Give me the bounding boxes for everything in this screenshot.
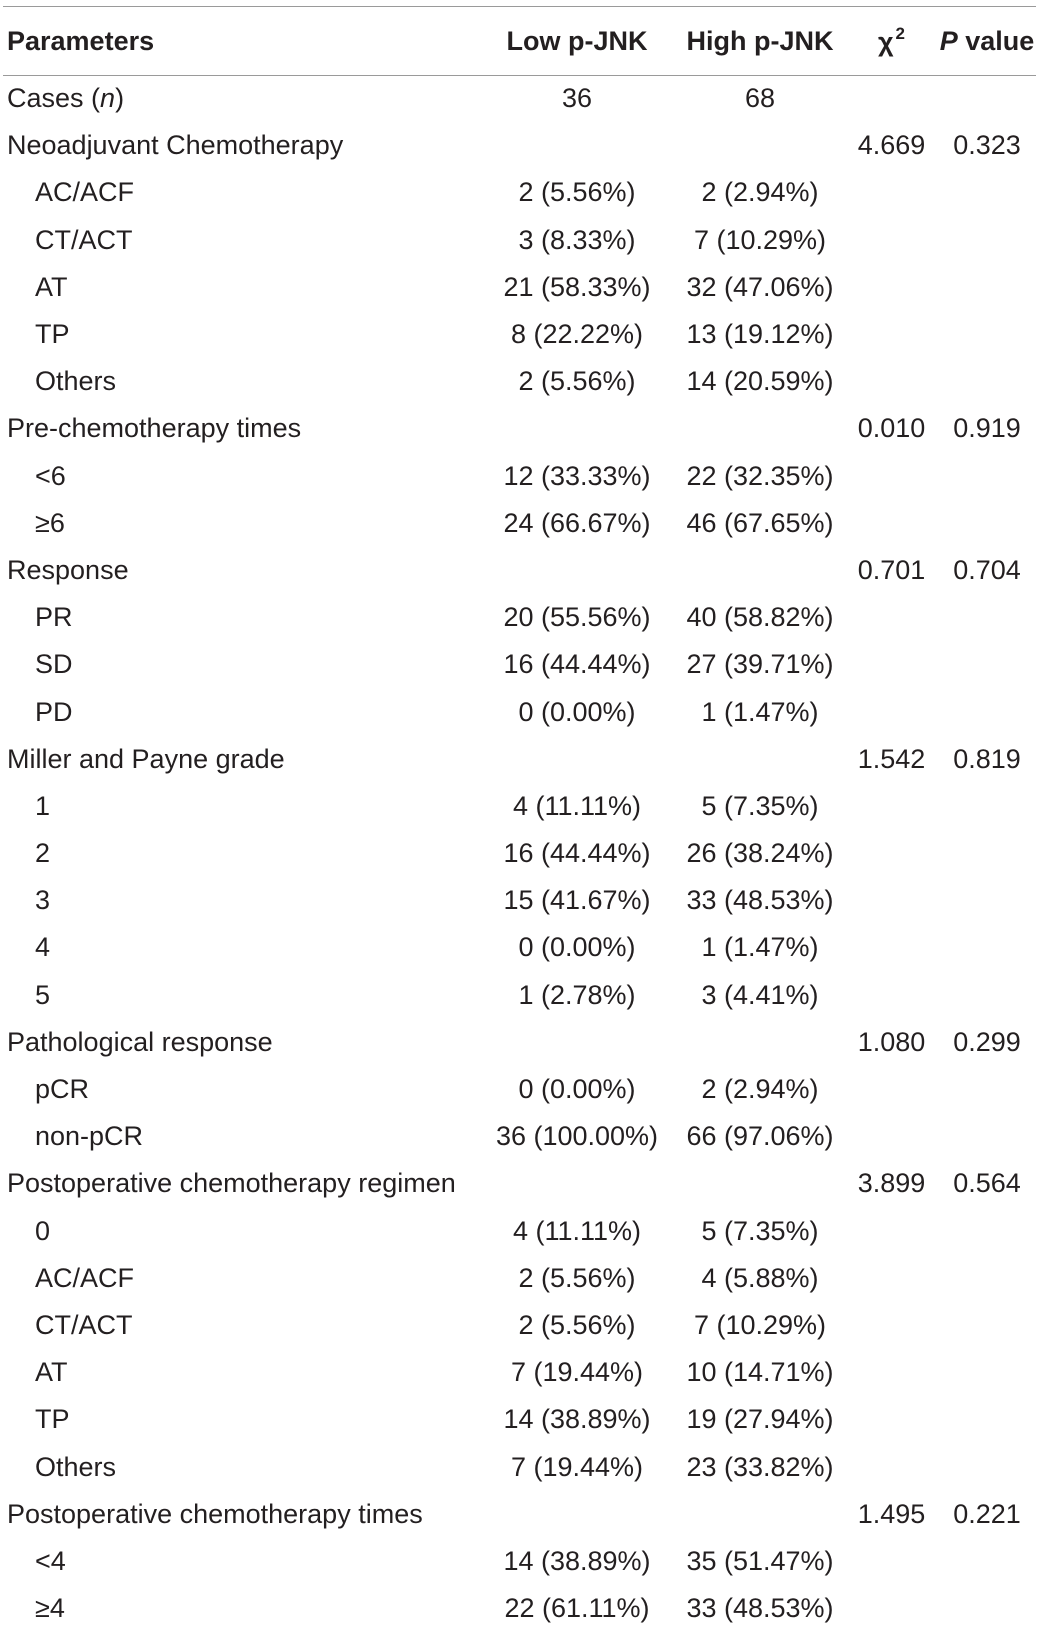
row-chi-square: [845, 1113, 938, 1160]
header-chi-square: [845, 7, 938, 75]
row-high-pjnk: 14 (20.59%): [686, 366, 834, 397]
row-parameter: Others: [35, 366, 117, 397]
row-p-value: [938, 924, 1036, 971]
row-p-value: [938, 830, 1036, 877]
table-row: [3, 1443, 1036, 1490]
row-low-pjnk: 7 (19.44%): [510, 1357, 644, 1388]
row-p-value: [938, 358, 1036, 405]
row-p-value: [938, 594, 1036, 641]
row-parameter: 0: [35, 1215, 51, 1246]
row-chi-square: [845, 1066, 938, 1113]
row-p-value: [938, 641, 1036, 688]
cases-chi: [845, 75, 938, 122]
row-high-pjnk: 66 (97.06%): [686, 1121, 834, 1152]
table-row: [3, 1255, 1036, 1302]
row-chi-square: [845, 1208, 938, 1255]
row-p-value: [938, 688, 1036, 735]
table-row: [3, 641, 1036, 688]
row-parameter: TP: [35, 1404, 70, 1435]
row-high-pjnk: 2 (2.94%): [701, 1074, 819, 1105]
row-high-pjnk: 27 (39.71%): [686, 649, 834, 680]
row-p-value: [938, 783, 1036, 830]
row-parameter: Neoadjuvant Chemotherapy: [7, 130, 344, 161]
row-parameter: 1: [35, 790, 51, 821]
row-high-pjnk: [675, 1491, 845, 1538]
row-high-pjnk: [675, 1019, 845, 1066]
row-low-pjnk: 4 (11.11%): [512, 1215, 642, 1246]
row-parameter: CT/ACT: [35, 224, 133, 255]
row-chi-square: [845, 594, 938, 641]
row-high-pjnk: [675, 736, 845, 783]
row-parameter: PR: [35, 602, 73, 633]
row-chi-square: [845, 1396, 938, 1443]
cases-label-prefix: Cases (: [7, 83, 101, 114]
row-low-pjnk: 0 (0.00%): [518, 1074, 636, 1105]
row-low-pjnk: 8 (22.22%): [510, 319, 644, 350]
header-row: [3, 7, 1036, 75]
row-high-pjnk: 13 (19.12%): [686, 319, 834, 350]
table-row: [3, 122, 1036, 169]
row-chi-square: 0.010: [857, 413, 926, 444]
row-parameter: Postoperative chemotherapy times: [7, 1498, 423, 1529]
cases-p: [938, 75, 1036, 122]
row-high-pjnk: 33 (48.53%): [686, 885, 834, 916]
row-p-value: 0.221: [953, 1498, 1021, 1529]
row-parameter: Pathological response: [7, 1026, 273, 1057]
row-low-pjnk: [479, 736, 675, 783]
table-row: [3, 1585, 1036, 1632]
row-p-value: [938, 217, 1036, 264]
row-chi-square: [845, 783, 938, 830]
table-row: [3, 1019, 1036, 1066]
row-chi-square: 1.080: [857, 1026, 926, 1057]
row-p-value: 0.919: [953, 413, 1021, 444]
row-high-pjnk: 1 (1.47%): [701, 696, 819, 727]
table-row: [3, 594, 1036, 641]
row-chi-square: 1.495: [857, 1498, 926, 1529]
row-chi-square: [845, 1255, 938, 1302]
row-chi-square: [845, 688, 938, 735]
row-parameter: Miller and Payne grade: [7, 743, 285, 774]
row-p-value: [938, 169, 1036, 216]
row-chi-square: 0.701: [857, 554, 926, 585]
row-p-value: [938, 1585, 1036, 1632]
row-parameter: <6: [35, 460, 66, 491]
table-row: [3, 972, 1036, 1019]
row-high-pjnk: 7 (10.29%): [693, 224, 827, 255]
row-p-value: [938, 972, 1036, 1019]
row-high-pjnk: 10 (14.71%): [686, 1357, 834, 1388]
row-high-pjnk: 5 (7.35%): [701, 790, 819, 821]
row-parameter: Postoperative chemotherapy regimen: [7, 1168, 456, 1199]
row-p-value: [938, 1066, 1036, 1113]
table-row: [3, 547, 1036, 594]
table-row: [3, 1396, 1036, 1443]
row-low-pjnk: [479, 1160, 675, 1207]
row-chi-square: [845, 217, 938, 264]
row-p-value: [938, 1538, 1036, 1585]
table-row: [3, 1302, 1036, 1349]
row-parameter: AC/ACF: [35, 177, 135, 208]
row-high-pjnk: [675, 1160, 845, 1207]
table-row: [3, 783, 1036, 830]
table-row: [3, 311, 1036, 358]
table-row: [3, 264, 1036, 311]
row-parameter: Pre-chemotherapy times: [7, 413, 302, 444]
pjnk-chemotherapy-table: [3, 7, 1036, 1632]
row-low-pjnk: 7 (19.44%): [510, 1451, 644, 1482]
row-chi-square: [845, 924, 938, 971]
row-high-pjnk: 32 (47.06%): [686, 271, 834, 302]
table-header: [3, 7, 1036, 75]
row-chi-square: [845, 453, 938, 500]
row-p-value: 0.323: [953, 130, 1021, 161]
row-low-pjnk: 21 (58.33%): [503, 271, 651, 302]
row-chi-square: [845, 169, 938, 216]
row-parameter: AC/ACF: [35, 1262, 135, 1293]
table-row: [3, 358, 1036, 405]
table-row: [3, 405, 1036, 452]
header-high-pjnk: High p-JNK: [686, 25, 834, 56]
table-row: [3, 1066, 1036, 1113]
row-parameter: 3: [35, 885, 51, 916]
row-parameter: 4: [35, 932, 51, 963]
row-p-value: [938, 1113, 1036, 1160]
row-high-pjnk: 19 (27.94%): [686, 1404, 834, 1435]
row-high-pjnk: 4 (5.88%): [701, 1262, 819, 1293]
row-p-value: 0.564: [953, 1168, 1021, 1199]
row-parameter: ≥4: [35, 1593, 65, 1624]
row-p-value: [938, 1208, 1036, 1255]
row-chi-square: [845, 1443, 938, 1490]
table-row: [3, 830, 1036, 877]
row-low-pjnk: [479, 547, 675, 594]
row-chi-square: 4.669: [857, 130, 926, 161]
row-parameter: CT/ACT: [35, 1309, 133, 1340]
row-chi-square: [845, 641, 938, 688]
row-low-pjnk: 2 (5.56%): [518, 1262, 636, 1293]
row-chi-square: [845, 1538, 938, 1585]
row-parameter: AT: [35, 271, 68, 302]
row-p-value: 0.819: [953, 743, 1021, 774]
p-italic: P: [939, 25, 958, 56]
row-parameter: non-pCR: [35, 1121, 144, 1152]
row-low-pjnk: 12 (33.33%): [503, 460, 651, 491]
row-parameter: SD: [35, 649, 73, 680]
row-low-pjnk: [479, 1019, 675, 1066]
row-low-pjnk: 15 (41.67%): [503, 885, 651, 916]
cases-label-suffix: ): [115, 83, 125, 114]
row-parameter: 2: [35, 838, 51, 869]
row-p-value: [938, 1349, 1036, 1396]
p-rest: value: [957, 25, 1035, 56]
row-chi-square: [845, 1302, 938, 1349]
row-low-pjnk: [479, 405, 675, 452]
row-p-value: [938, 877, 1036, 924]
row-p-value: 0.704: [953, 554, 1021, 585]
table-row-cases: [3, 75, 1036, 122]
row-chi-square: [845, 1349, 938, 1396]
row-p-value: [938, 453, 1036, 500]
row-p-value: [938, 311, 1036, 358]
row-chi-square: [845, 877, 938, 924]
row-high-pjnk: 1 (1.47%): [701, 932, 819, 963]
row-low-pjnk: 2 (5.56%): [518, 177, 636, 208]
table-row: [3, 169, 1036, 216]
row-parameter: AT: [35, 1357, 68, 1388]
cases-low: 36: [561, 83, 593, 114]
row-p-value: [938, 1302, 1036, 1349]
row-low-pjnk: 4 (11.11%): [512, 790, 642, 821]
cases-high: 68: [744, 83, 776, 114]
row-p-value: [938, 500, 1036, 547]
row-parameter: PD: [35, 696, 73, 727]
cases-label-n: n: [100, 83, 116, 114]
table-row: [3, 1491, 1036, 1538]
row-chi-square: [845, 311, 938, 358]
table-row: [3, 1349, 1036, 1396]
row-low-pjnk: 1 (2.78%): [518, 979, 636, 1010]
row-parameter: ≥6: [35, 507, 65, 538]
table-row: [3, 1538, 1036, 1585]
row-chi-square: 3.899: [857, 1168, 926, 1199]
table-row: [3, 453, 1036, 500]
row-low-pjnk: 14 (38.89%): [503, 1404, 651, 1435]
table-body: [3, 75, 1036, 1632]
row-high-pjnk: [675, 122, 845, 169]
row-low-pjnk: 24 (66.67%): [503, 507, 651, 538]
row-chi-square: [845, 358, 938, 405]
row-parameter: TP: [35, 319, 70, 350]
row-low-pjnk: 2 (5.56%): [518, 1309, 636, 1340]
row-high-pjnk: 35 (51.47%): [686, 1545, 834, 1576]
row-parameter: 5: [35, 979, 51, 1010]
row-high-pjnk: 7 (10.29%): [693, 1309, 827, 1340]
row-p-value: [938, 1396, 1036, 1443]
cases-label: [3, 75, 479, 122]
row-chi-square: [845, 264, 938, 311]
row-low-pjnk: 16 (44.44%): [503, 649, 651, 680]
row-low-pjnk: 36 (100.00%): [495, 1121, 659, 1152]
row-high-pjnk: 33 (48.53%): [686, 1593, 834, 1624]
row-low-pjnk: 22 (61.11%): [504, 1593, 650, 1624]
header-p-value: [938, 7, 1036, 75]
row-low-pjnk: 0 (0.00%): [518, 696, 636, 727]
row-chi-square: [845, 830, 938, 877]
row-high-pjnk: [675, 547, 845, 594]
header-low-pjnk: Low p-JNK: [506, 25, 648, 56]
row-chi-square: [845, 972, 938, 1019]
row-low-pjnk: 0 (0.00%): [518, 932, 636, 963]
row-p-value: 0.299: [953, 1026, 1021, 1057]
chi-superscript: 2: [895, 24, 905, 43]
table-row: [3, 1113, 1036, 1160]
row-high-pjnk: 5 (7.35%): [701, 1215, 819, 1246]
row-low-pjnk: 14 (38.89%): [503, 1545, 651, 1576]
row-chi-square: [845, 500, 938, 547]
table-row: [3, 1160, 1036, 1207]
table-row: [3, 1208, 1036, 1255]
row-low-pjnk: [479, 1491, 675, 1538]
row-high-pjnk: 22 (32.35%): [686, 460, 834, 491]
row-low-pjnk: 3 (8.33%): [518, 224, 636, 255]
row-p-value: [938, 264, 1036, 311]
row-high-pjnk: 26 (38.24%): [686, 838, 834, 869]
row-p-value: [938, 1443, 1036, 1490]
row-chi-square: [845, 1585, 938, 1632]
header-parameters: Parameters: [7, 25, 155, 56]
table-row: [3, 217, 1036, 264]
table-row: [3, 877, 1036, 924]
row-low-pjnk: [479, 122, 675, 169]
row-chi-square: 1.542: [857, 743, 926, 774]
row-low-pjnk: 20 (55.56%): [503, 602, 651, 633]
row-parameter: Response: [7, 554, 129, 585]
table-row: [3, 688, 1036, 735]
row-parameter: pCR: [35, 1074, 90, 1105]
row-parameter: Others: [35, 1451, 117, 1482]
row-parameter: <4: [35, 1545, 66, 1576]
row-high-pjnk: 2 (2.94%): [701, 177, 819, 208]
row-p-value: [938, 1255, 1036, 1302]
row-high-pjnk: 40 (58.82%): [686, 602, 834, 633]
chi-symbol: χ: [877, 27, 894, 57]
row-low-pjnk: 16 (44.44%): [503, 838, 651, 869]
row-high-pjnk: 3 (4.41%): [701, 979, 819, 1010]
table-row: [3, 736, 1036, 783]
table-row: [3, 924, 1036, 971]
row-high-pjnk: [675, 405, 845, 452]
row-high-pjnk: 46 (67.65%): [686, 507, 834, 538]
table-row: [3, 500, 1036, 547]
row-high-pjnk: 23 (33.82%): [686, 1451, 834, 1482]
row-low-pjnk: 2 (5.56%): [518, 366, 636, 397]
